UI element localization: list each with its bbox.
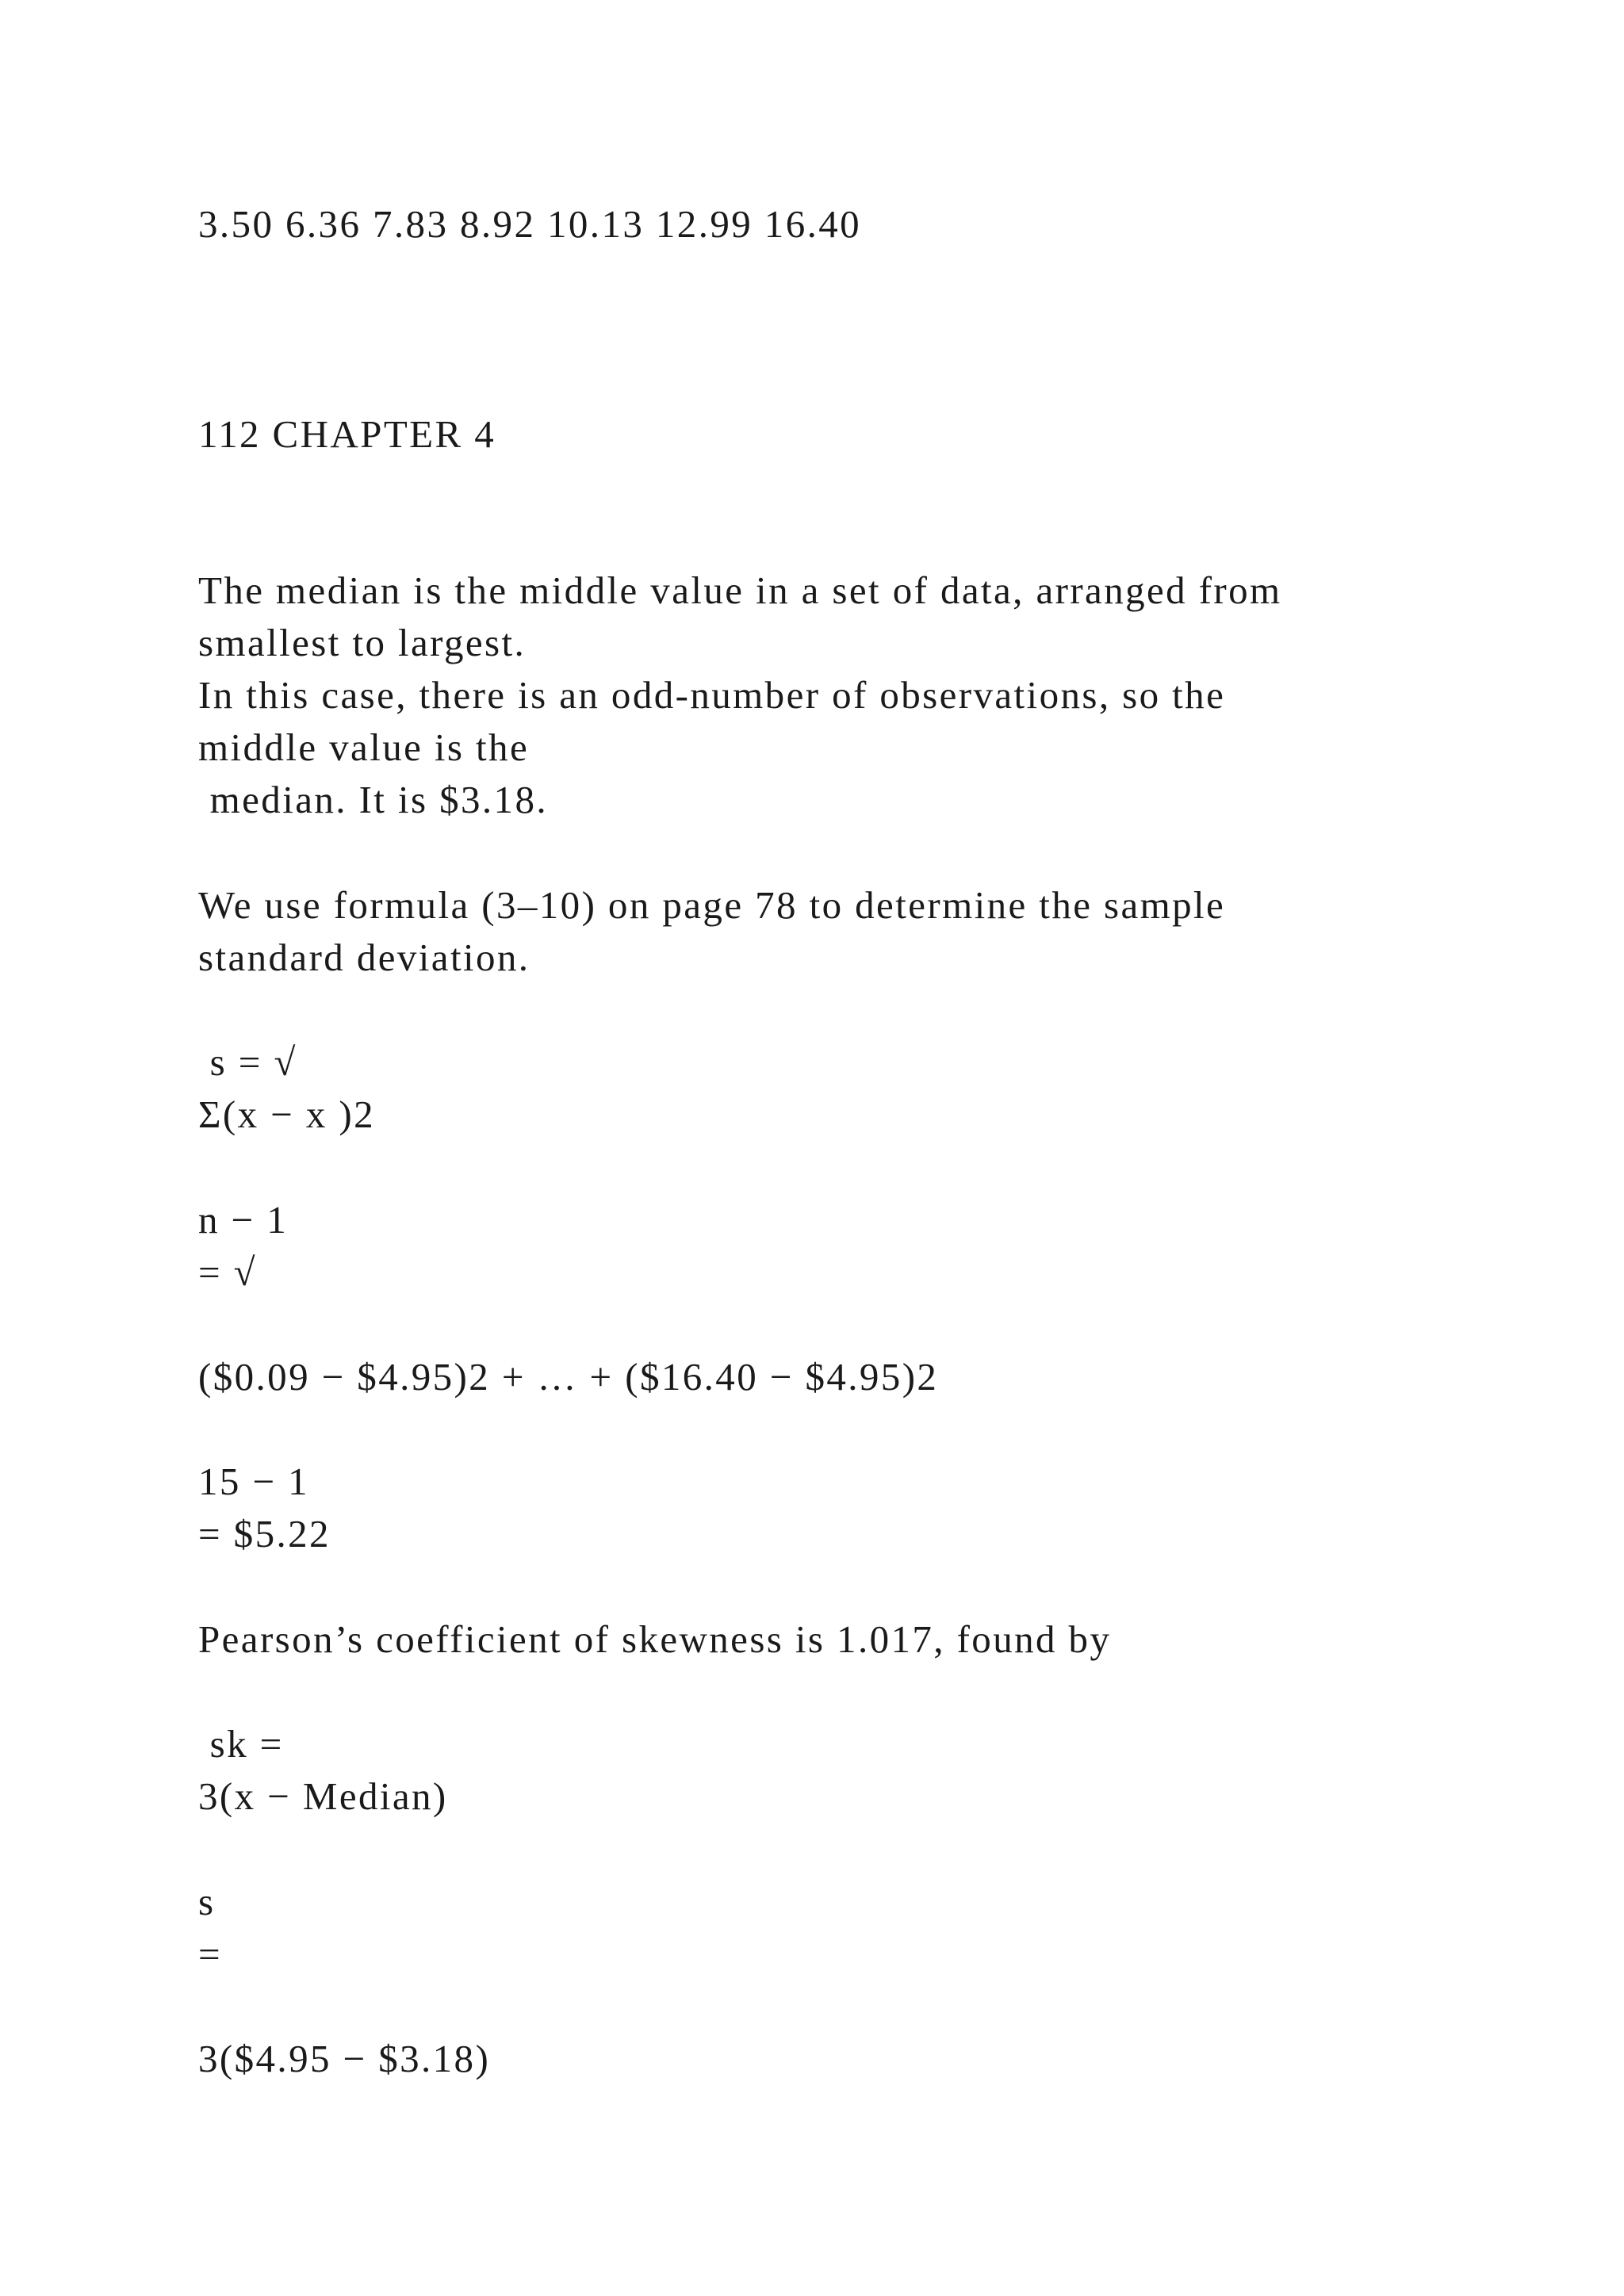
skewness-formula-equals: = [198, 1932, 223, 1976]
skewness-formula-lhs: sk = [198, 1722, 284, 1766]
median-paragraph-line-1: The median is the middle value in a set of data, arranged from [198, 568, 1282, 612]
skewness-formula-numerator: 3(x − Median) [198, 1774, 448, 1818]
std-dev-substituted-denominator: 15 − 1 [198, 1460, 310, 1503]
std-dev-paragraph-line-1: We use formula (3–10) on page 78 to determine the sample [198, 883, 1226, 927]
std-dev-substituted-numerator: ($0.09 − $4.95)2 + … + ($16.40 − $4.95)2 [198, 1355, 939, 1399]
median-paragraph-line-4: middle value is the [198, 725, 530, 769]
skewness-formula-denominator: s [198, 1880, 216, 1923]
chapter-header: 112 CHAPTER 4 [198, 412, 496, 456]
median-paragraph-line-3: In this case, there is an odd-number of observations, so the [198, 673, 1226, 717]
std-dev-paragraph-line-2: standard deviation. [198, 936, 530, 979]
std-dev-formula-equals-root: = √ [198, 1250, 257, 1294]
skewness-substituted-numerator: 3($4.95 − $3.18) [198, 2037, 491, 2080]
skewness-paragraph: Pearson’s coefficient of skewness is 1.017, found by [198, 1617, 1112, 1661]
median-paragraph-line-5: median. It is $3.18. [198, 778, 548, 821]
median-paragraph-line-2: smallest to largest. [198, 621, 527, 664]
std-dev-formula-lhs: s = √ [198, 1040, 297, 1084]
std-dev-formula-denominator: n − 1 [198, 1198, 289, 1242]
std-dev-formula-numerator: Σ(x − x )2 [198, 1093, 376, 1136]
data-values-line: 3.50 6.36 7.83 8.92 10.13 12.99 16.40 [198, 202, 862, 246]
std-dev-result: = $5.22 [198, 1512, 331, 1556]
